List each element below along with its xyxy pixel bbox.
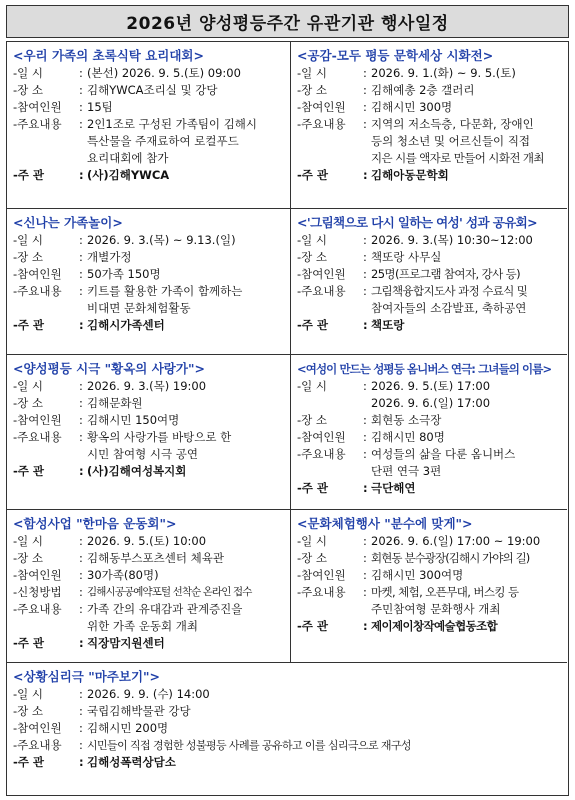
- field-label: :: [79, 551, 83, 565]
- event-title: <문화체험행사 "분수에 맞게">: [297, 516, 473, 531]
- field-label: -일 시: [297, 66, 328, 80]
- event-host: (사)김해YWCA: [87, 168, 170, 182]
- event-title: <양성평등 시극 "황옥의 사랑가">: [13, 361, 205, 376]
- event-date: 2026. 9. 6.(일) 17:00: [371, 396, 491, 410]
- event-date: 2026. 9. 9. (수) 14:00: [87, 687, 210, 701]
- field-label: -참여인원: [297, 267, 346, 281]
- event-participants: 50가족 150명: [87, 267, 161, 281]
- event-card-poetry-exhibition: [291, 42, 568, 208]
- event-title: <공감-모두 평등 문학세상 시화전>: [297, 48, 494, 63]
- event-date: (본선) 2026. 9. 5.(토) 09:00: [87, 66, 241, 80]
- field-label: :: [79, 687, 83, 701]
- event-participants: 25명(프로그램 참여자, 강사 등): [371, 267, 521, 281]
- field-label: :: [79, 738, 83, 752]
- field-label: -참여인원: [297, 568, 346, 582]
- event-participants: 김해시민 200명: [87, 721, 169, 735]
- event-title: <'그림책으로 다시 일하는 여성' 성과 공유회>: [297, 215, 538, 230]
- field-label: -장 소: [13, 250, 44, 264]
- event-title: <신나는 가족놀이>: [13, 215, 123, 230]
- field-label: -장 소: [13, 396, 44, 410]
- event-host: 책또랑: [371, 318, 405, 332]
- event-host: (사)김해여성복지회: [87, 464, 187, 478]
- event-host: 김해아동문학회: [371, 168, 449, 182]
- event-content: 비대면 문화체험활동: [87, 301, 191, 315]
- field-label: :: [79, 318, 84, 332]
- field-label: -주요내용: [13, 738, 62, 752]
- field-label: -주 관: [297, 619, 328, 633]
- field-label: -장 소: [297, 551, 328, 565]
- field-label: :: [79, 568, 83, 582]
- field-label: -주요내용: [13, 284, 62, 298]
- field-label: -일 시: [297, 379, 328, 393]
- event-participants: 김해시민 150여명: [87, 413, 180, 427]
- field-label: :: [79, 602, 83, 616]
- field-label: :: [363, 447, 367, 461]
- field-label: :: [363, 233, 367, 247]
- event-place: 국립김해박물관 강당: [87, 704, 191, 718]
- field-label: -일 시: [297, 233, 328, 247]
- event-content: 키트를 활용한 가족이 함께하는: [87, 284, 243, 298]
- field-label: :: [79, 430, 83, 444]
- field-label: -일 시: [13, 66, 44, 80]
- event-date: 2026. 9. 1.(화) ~ 9. 5.(토): [371, 66, 516, 80]
- field-label: -장 소: [13, 83, 44, 97]
- field-label: -주 관: [297, 481, 328, 495]
- field-label: -참여인원: [13, 100, 62, 114]
- field-label: -참여인원: [297, 100, 346, 114]
- event-place: 김해동부스포츠센터 체육관: [87, 551, 224, 565]
- field-label: :: [363, 585, 367, 599]
- field-label: :: [363, 318, 368, 332]
- field-label: -일 시: [13, 687, 44, 701]
- event-card-omnibus-play: [291, 355, 568, 509]
- event-date: 2026. 9. 5.(토) 10:00: [87, 534, 207, 548]
- event-card-sports-day: [7, 510, 290, 662]
- field-label: :: [79, 233, 83, 247]
- event-host: 제이제이창작예술협동조합: [371, 619, 498, 633]
- field-label: :: [79, 585, 83, 599]
- event-card-psychodrama: [7, 663, 567, 795]
- field-label: :: [363, 66, 367, 80]
- event-card-family-play: [7, 209, 290, 354]
- field-label: :: [79, 704, 83, 718]
- field-label: :: [79, 168, 84, 182]
- field-label: -참여인원: [13, 267, 62, 281]
- field-label: -참여인원: [13, 568, 62, 582]
- event-place: 책또랑 사무실: [371, 250, 442, 264]
- event-participants: 김해시민 300여명: [371, 568, 464, 582]
- event-title: <함성사업 "한마음 운동회">: [13, 516, 177, 531]
- field-label: :: [363, 117, 367, 131]
- field-label: :: [79, 83, 83, 97]
- event-content: 요리대회에 참가: [87, 151, 169, 165]
- event-participants: 김해시민 300명: [371, 100, 453, 114]
- event-title: <여성이 만드는 성평등 옴니버스 연극: 그녀들의 이름>: [297, 362, 552, 376]
- event-content: 참여자들의 소감발표, 축하공연: [371, 301, 527, 315]
- field-label: :: [79, 66, 83, 80]
- event-place: 김해YWCA조리실 및 강당: [87, 83, 218, 97]
- field-label: -일 시: [13, 233, 44, 247]
- field-label: :: [79, 534, 83, 548]
- field-label: -주 관: [13, 318, 44, 332]
- field-label: :: [79, 636, 84, 650]
- field-label: -주 관: [13, 636, 44, 650]
- field-label: :: [363, 568, 367, 582]
- event-content: 2인1조로 구성된 가족팀이 김해시: [87, 117, 258, 131]
- field-label: -신청방법: [13, 585, 62, 599]
- event-date: 2026. 9. 3.(목) ~ 9.13.(일): [87, 233, 236, 247]
- field-label: :: [363, 481, 368, 495]
- field-label: :: [79, 100, 83, 114]
- event-host: 김해성폭력상담소: [87, 755, 176, 769]
- field-label: :: [363, 168, 368, 182]
- event-content: 지역의 저소득층, 다문화, 장애인: [371, 117, 534, 131]
- page-title: 2026년 양성평등주간 유관기관 행사일정: [6, 5, 569, 38]
- event-date: 2026. 9. 3.(목) 19:00: [87, 379, 207, 393]
- field-label: -주요내용: [297, 585, 346, 599]
- event-participants: 30가족(80명): [87, 568, 159, 582]
- event-table: [6, 41, 569, 796]
- field-label: -장 소: [13, 551, 44, 565]
- event-content: 시민 참여형 시극 공연: [87, 447, 198, 461]
- event-content: 그림책융합지도사 과정 수료식 및: [371, 284, 528, 298]
- field-label: -주요내용: [13, 430, 62, 444]
- event-host: 극단해연: [371, 481, 416, 495]
- field-label: :: [363, 284, 367, 298]
- event-date: 2026. 9. 6.(일) 17:00 ~ 19:00: [371, 534, 541, 548]
- field-label: -일 시: [13, 379, 44, 393]
- field-label: :: [363, 250, 367, 264]
- event-card-cooking-contest: [7, 42, 290, 208]
- field-label: :: [79, 284, 83, 298]
- field-label: -참여인원: [13, 413, 62, 427]
- event-content: 위한 가족 운동회 개최: [87, 619, 198, 633]
- event-apply-method: 김해시공공예약포털 선착순 온라인 접수: [87, 586, 252, 598]
- event-date: 2026. 9. 5.(토) 17:00: [371, 379, 491, 393]
- event-content: 지은 시를 액자로 만들어 시화전 개최: [371, 151, 544, 165]
- field-label: -주요내용: [297, 284, 346, 298]
- event-host: 김해시가족센터: [87, 318, 165, 332]
- event-content: 황옥의 사랑가를 바탕으로 한: [87, 430, 232, 444]
- event-place: 회현동 분수광장(김해시 가야의 길): [371, 551, 530, 565]
- event-place: 김해예총 2층 갤러리: [371, 83, 475, 97]
- field-label: :: [363, 619, 368, 633]
- event-content: 여성들의 삶을 다룬 옴니버스: [371, 447, 516, 461]
- field-label: -주요내용: [13, 117, 62, 131]
- field-label: :: [363, 551, 367, 565]
- field-label: :: [363, 413, 367, 427]
- event-content: 특산물을 주재료하여 로컬푸드: [87, 134, 239, 148]
- event-content: 주민참여형 문화행사 개최: [371, 602, 501, 616]
- field-label: :: [363, 379, 367, 393]
- field-label: -장 소: [297, 83, 328, 97]
- field-label: :: [363, 430, 367, 444]
- field-label: :: [79, 250, 83, 264]
- event-place: 회현동 소극장: [371, 413, 442, 427]
- field-label: :: [79, 117, 83, 131]
- field-label: -주요내용: [13, 602, 62, 616]
- event-content: 가족 간의 유대감과 관계증진을: [87, 602, 243, 616]
- field-label: :: [79, 464, 84, 478]
- field-label: :: [79, 413, 83, 427]
- field-label: -참여인원: [13, 721, 62, 735]
- event-content: 시민들이 직접 경험한 성불평등 사례를 공유하고 이를 심리극으로 재구성: [87, 739, 411, 752]
- field-label: -장 소: [297, 250, 328, 264]
- event-participants: 15팀: [87, 100, 113, 114]
- field-label: -주 관: [13, 464, 44, 478]
- field-label: :: [79, 379, 83, 393]
- field-label: -주 관: [297, 168, 328, 182]
- field-label: -장 소: [297, 413, 328, 427]
- event-participants: 김해시민 80명: [371, 430, 445, 444]
- event-host: 직장맘지원센터: [87, 636, 165, 650]
- field-label: :: [363, 100, 367, 114]
- event-content: 등의 청소년 및 어르신들이 직접: [371, 134, 531, 148]
- event-title: <우리 가족의 초록식탁 요리대회>: [13, 48, 204, 63]
- event-card-poetic-drama: [7, 355, 290, 509]
- field-label: :: [79, 755, 84, 769]
- event-content: 마켓, 체험, 오픈무대, 버스킹 등: [371, 585, 519, 599]
- field-label: -장 소: [13, 704, 44, 718]
- field-label: :: [79, 396, 83, 410]
- field-label: -일 시: [13, 534, 44, 548]
- field-label: :: [363, 83, 367, 97]
- field-label: -일 시: [297, 534, 328, 548]
- field-label: -주 관: [297, 318, 328, 332]
- event-card-picture-book-sharing: [291, 209, 568, 354]
- event-card-fountain-culture: [291, 510, 568, 662]
- field-label: -주요내용: [297, 447, 346, 461]
- field-label: :: [363, 534, 367, 548]
- field-label: -주요내용: [297, 117, 346, 131]
- field-label: :: [79, 267, 83, 281]
- event-place: 개별가정: [87, 250, 132, 264]
- field-label: :: [363, 267, 367, 281]
- field-label: -주 관: [13, 168, 44, 182]
- event-content: 단편 연극 3편: [371, 464, 442, 478]
- event-date: 2026. 9. 3.(목) 10:30~12:00: [371, 233, 533, 247]
- field-label: :: [79, 721, 83, 735]
- field-label: -주 관: [13, 755, 44, 769]
- event-place: 김해문화원: [87, 396, 143, 410]
- event-title: <상황심리극 "마주보기">: [13, 669, 160, 684]
- field-label: -참여인원: [297, 430, 346, 444]
